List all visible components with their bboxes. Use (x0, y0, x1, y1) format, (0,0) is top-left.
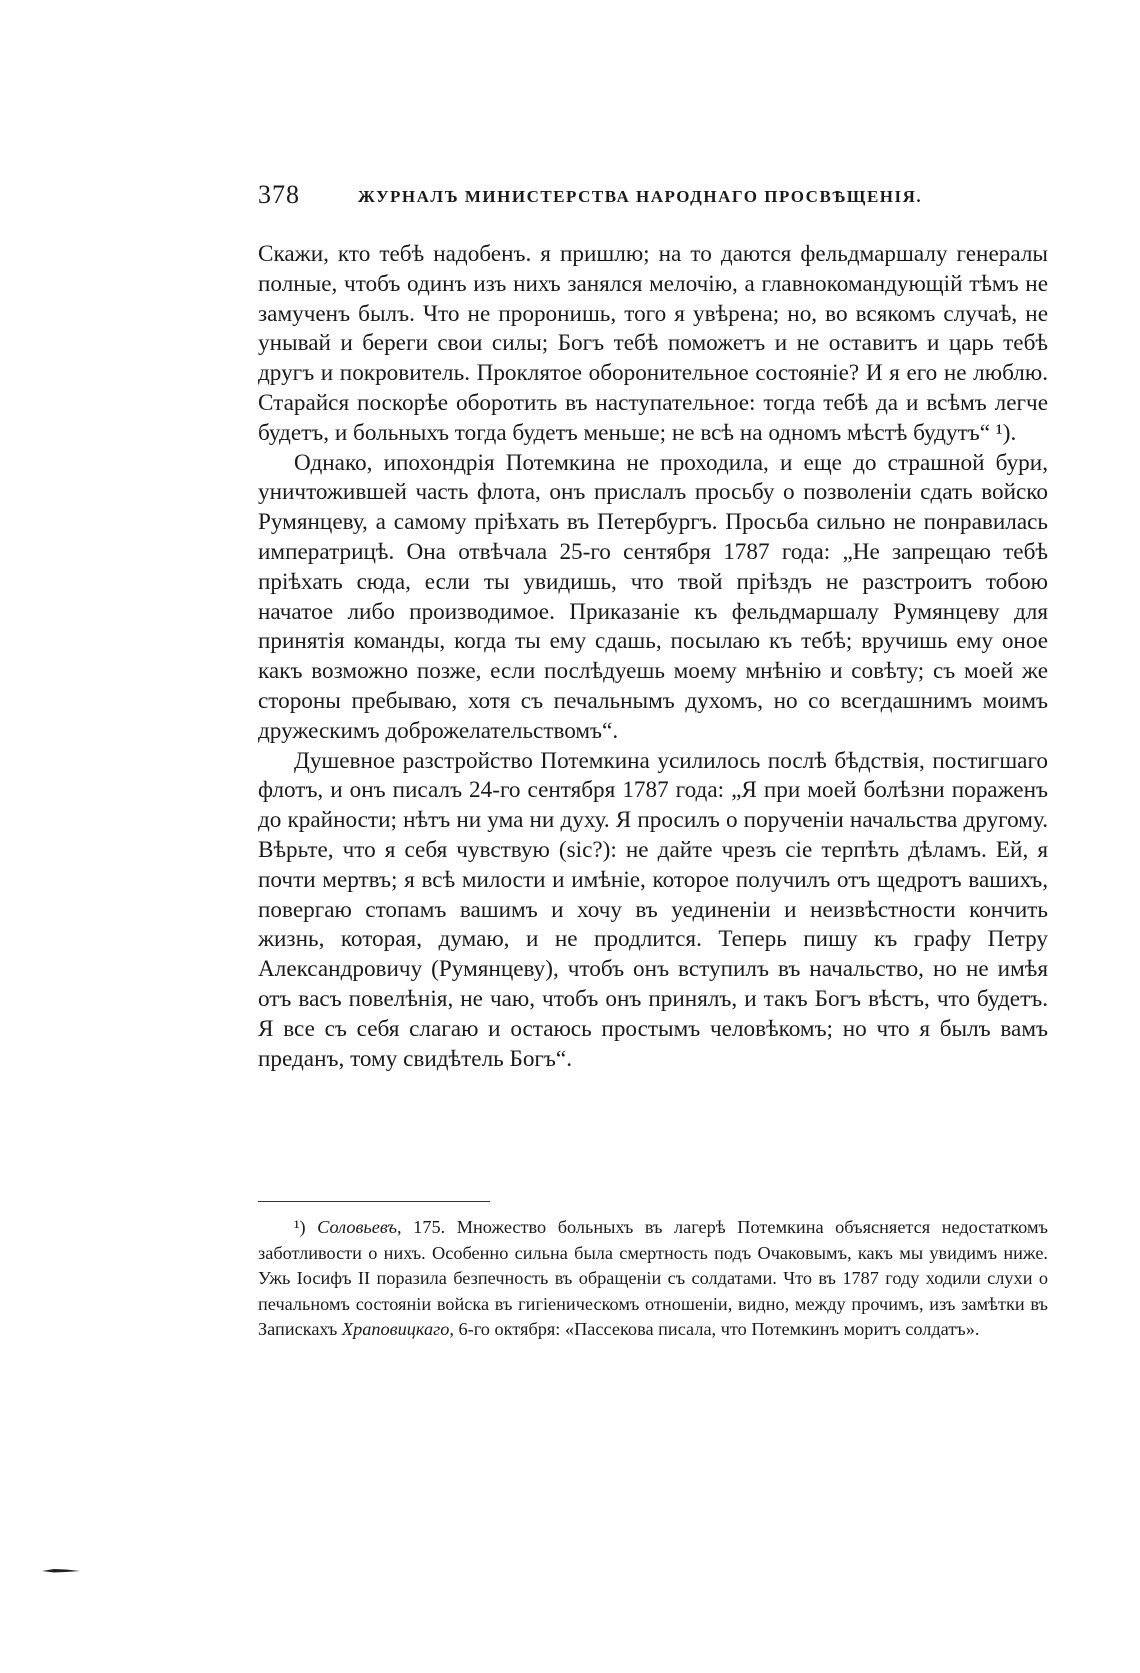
footnote (258, 1215, 1048, 1343)
footnote-text-part-2: 6-го октября: «Пассекова писала, что Потемкинъ моритъ солдатъ». (458, 1319, 980, 1339)
page-number: 378 (258, 180, 300, 209)
margin-mark (42, 1568, 80, 1573)
journal-title: ЖУРНАЛЪ МИНИСТЕРСТВА НАРОДНАГО ПРОСВѢЩЕНІЯ. (358, 187, 923, 206)
paragraph-letter-continuation: Скажи, кто тебѣ надобенъ. я пришлю; на то даются фельдмаршалу генералы полные, чтобъ одинъ изъ нихъ занялся мелочію, а главнокомандующій тѣмъ не замученъ былъ. Что не проронишь, того я увѣрена; но, во всякомъ случаѣ, не унывай и береги свои силы; Богъ тебѣ поможетъ и не оставитъ и царь тебѣ другъ и покровитель. Проклятое оборонительное состояніе? И я его не люблю. Старайся поскорѣе оборотить въ наступательное: тогда тебѣ да и всѣмъ легче будетъ, и больныхъ тогда будетъ меньше; не всѣ на одномъ мѣстѣ будутъ“ ¹). (258, 241, 1048, 446)
footnote-divider (258, 1201, 490, 1202)
paragraph-distress: Душевное разстройство Потемкина усилилось послѣ бѣдствія, постигшаго флотъ, и онъ писалъ 24-го сентября 1787 года: „Я при моей болѣзни пораженъ до крайности; нѣтъ ни ума ни духу. Я просилъ о порученіи начальства другому. Вѣрьте, что я себя чувствую (sic?): не дайте чрезъ сіе терпѣть дѣламъ. Ей, я почти мертвъ; я всѣ милости и имѣніе, которое получилъ отъ щедротъ вашихъ, повергаю стопамъ вашимъ и хочу въ уединеніи и неизвѣстности кончить жизнь, которая, думаю, и не продлится. Теперь пишу къ графу Петру Александровичу (Румянцеву), чтобъ онъ вступилъ въ начальство, но не имѣя отъ васъ повелѣнія, не чаю, чтобъ онъ принялъ, и такъ Богъ вѣстъ, что будетъ. Я все съ себя слагаю и остаюсь простымъ человѣкомъ; но что я былъ вамъ преданъ, тому свидѣтель Богъ“. (258, 747, 1048, 1072)
footnote-text-part-1: 175. Множество больныхъ въ лагерѣ Потемкина объясняется недостаткомъ заботливости о нихъ. Особенно сильна была смертность подъ Очаковымъ, какъ мы увидимъ ниже. Ужь Іосифъ II поразила безпечность въ обращеніи съ солдатами. Что въ 1787 году ходили слухи о печальномъ состояніи войска въ гигіеническомъ отношеніи, видно, между прочимъ, изъ замѣтки въ Запискахъ (258, 1217, 1049, 1339)
footnote-marker: ¹) (294, 1217, 306, 1237)
paragraph-hypochondria: Однако, ипохондрія Потемкина не проходила, и еще до страшной бури, уничтожившей часть флота, онъ прислалъ просьбу о позволеніи сдать войско Румянцеву, а самому пріѣхать въ Петербургъ. Просьба сильно не понравилась императрицѣ. Она отвѣчала 25-го сентября 1787 года: „Не запрещаю тебѣ пріѣхать сюда, если ты увидишь, что твой пріѣздъ не разстроитъ тобою начатое либо производимое. Приказаніе къ фельдмаршалу Румянцеву для принятія команды, когда ты ему сдашь, посылаю къ тебѣ; вручишь ему оное какъ возможно позже, если послѣдуешь моему мнѣнію и совѣту; съ моей же стороны пребываю, хотя съ печальнымъ духомъ, но со всегдашнимъ моимъ дружескимъ доброжелательствомъ“. (258, 449, 1048, 744)
main-text (258, 240, 1048, 1074)
running-head (258, 178, 1048, 218)
footnote-source: Соловьевъ, (317, 1217, 402, 1237)
footnote-cited-name: Храповицкаго, (341, 1319, 454, 1339)
